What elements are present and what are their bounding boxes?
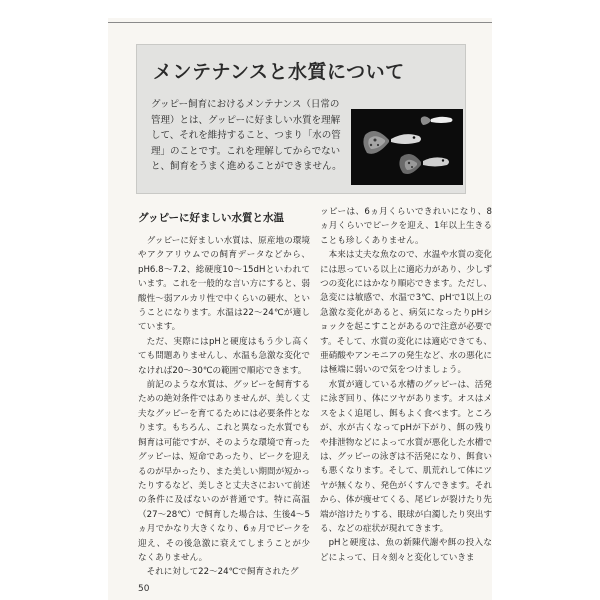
page-number: 50 <box>138 584 150 594</box>
book-page <box>108 18 492 600</box>
section-heading: グッピーに好ましい水質と水温 <box>138 212 285 224</box>
header-box <box>136 44 466 194</box>
paragraph: 水質が適している水槽のグッピーは、活発に泳ぎ回り、体にツヤがあります。オスはメスをよく追尾し、餌もよく食べます。ところが、水が古くなってpHが下がり、餌の残りや排泄物などによって水質が悪化した水槽では、グッピーの泳ぎは不活発になり、餌食いも悪くなります。そして、肌荒れして体にツヤが無くなり、発色がくすんできます。それから、体が痩せてくる、尾ビレが裂けたり先端が溶けたりする、眼球が白濁したり突出する、などの症状が現れてきます。 <box>320 379 492 534</box>
paragraph: 前記のような水質は、グッピーを飼育するための絶対条件ではありませんが、美しく丈夫なグッピーを育てるためには必要条件となります。もちろん、これと異なった水質でも飼育は可能ですが、そのような環境で育ったグッピーは、短命であったり、ピークを迎えるのが早かったり、また美しい期間が短かったりするなど、美しさと丈夫さにおいて前述の条件に及ばないのが普通です。特に高温（27〜28℃）で飼育した場合は、生後4〜5ヵ月でかなり大きくなり、6ヵ月でピークを迎え、その後急激に衰えてしまうことが少なくありません。 <box>138 380 310 563</box>
paragraph: ッピーは、6ヵ月くらいできれいになり、8ヵ月くらいでピークを迎え、1年以上生きることも珍しくありません。 <box>320 207 492 246</box>
guppy-illustration <box>351 109 463 185</box>
paragraph: それに対して22〜24℃で飼育されたグ <box>146 567 299 578</box>
paragraph: グッピーに好ましい水質は、原産地の環境やアクアリウムでの飼育データなどから、pH6.8〜7.2、総硬度10〜15dHといわれています。これを一般的な言い方にすると、弱酸性〜弱アルカリ性で中くらいの硬水、ということになります。水温は22〜24℃が適しています。 <box>138 236 310 333</box>
page-title: メンテナンスと水質について <box>153 61 405 83</box>
intro-text: グッピー飼育におけるメンテナンス（日常の管理）とは、グッピーに好ましい水質を理解して、それを維持すること、つまり「水の管理」のことです。これを理解してからでないと、飼育をうまく進めることができません。 <box>151 99 342 172</box>
top-rule <box>108 22 492 23</box>
left-column <box>138 210 310 580</box>
guppy-photo <box>351 109 463 185</box>
paragraph: ただ、実際にはpHと硬度はもう少し高くても問題ありませんし、水温も急激な変化でなければ20〜30℃の範囲で順応できます。 <box>138 336 310 376</box>
paragraph: 本来は丈夫な魚なので、水温や水質の変化には思っている以上に適応力があり、少しずつの変化にはかなり順応できます。ただし、急変には敏感で、水温で3℃、pHで1以上の急激な変化があると、病気になったりpHショックを起こすことがあるので注意が必要です。そして、水質の変化には適応できても、亜硝酸やアンモニアの発生など、水の悪化には極端に弱いので気をつけましょう。 <box>320 250 492 376</box>
paragraph: pHと硬度は、魚の新陳代謝や餌の投入などによって、日々刻々と変化していきま <box>320 538 492 563</box>
right-column <box>320 205 492 565</box>
